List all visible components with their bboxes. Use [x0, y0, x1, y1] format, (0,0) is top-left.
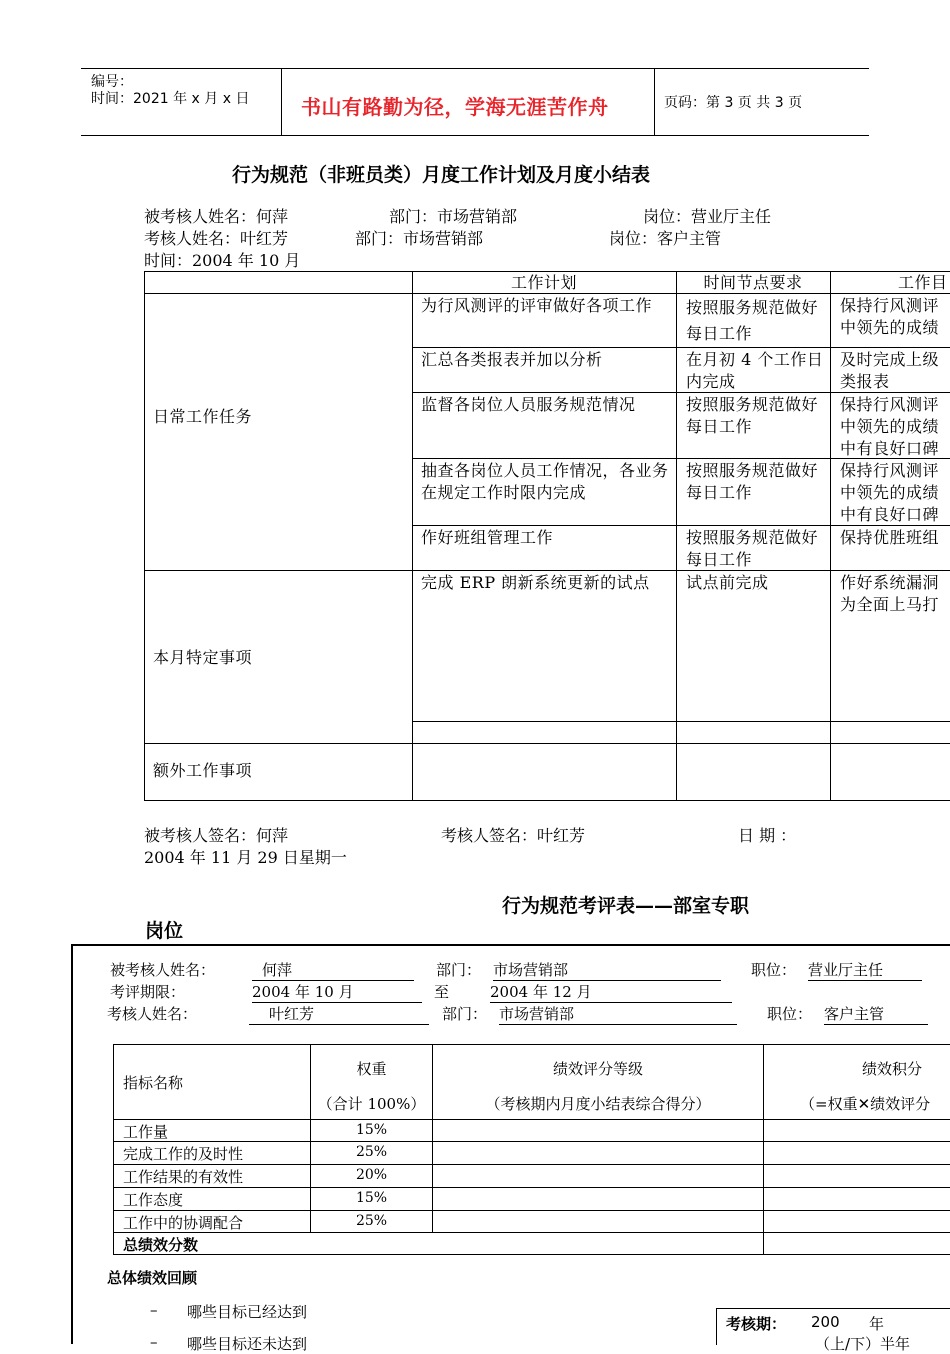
examinee-name: 何萍 — [252, 959, 414, 981]
plan-cell: 抽查各岗位人员工作情况，各业务在规定工作时限内完成 — [421, 461, 669, 502]
goal-cell: 保持行风测评中领先的成绩中有良好口碑 — [840, 395, 940, 457]
header-score: 绩效积分 — [862, 1060, 923, 1078]
section-special: 本月特定事项 — [153, 648, 253, 667]
total-score-label: 总绩效分数 — [123, 1236, 199, 1254]
signature-date: 2004 年 11 月 29 日星期一 — [144, 848, 347, 867]
header-time: 时间：2021 年 x 月 x 日 — [91, 91, 250, 107]
signature-date-label: 日 期 ： — [738, 826, 797, 845]
col-header-time: 时间节点要求 — [703, 273, 803, 292]
header-score-sub: （=权重✕绩效评分 — [800, 1095, 931, 1113]
plan-cell: 汇总各类报表并加以分析 — [421, 350, 603, 369]
period-box-label: 考核期： — [726, 1315, 787, 1333]
number-label: 编号： — [91, 74, 133, 90]
section-daily: 日常工作任务 — [153, 407, 253, 426]
review-dash: – — [150, 1301, 158, 1319]
form1-title: 行为规范（非班员类）月度工作计划及月度小结表 — [232, 164, 651, 186]
examinee-signature: 被考核人签名：何萍 — [144, 826, 289, 845]
page-info: 页码：第 3 页 共 3 页 — [664, 95, 803, 111]
plan-cell: 完成 ERP 朗新系统更新的试点 — [421, 573, 650, 592]
examinee-label: 被考核人姓名： — [110, 961, 216, 979]
review-item: 哪些目标已经达到 — [187, 1303, 308, 1321]
period-box-year: 200 — [811, 1313, 840, 1331]
indicator-weight: 25% — [355, 1144, 388, 1160]
header-page-cell — [654, 69, 869, 135]
form2-title: 行为规范考评表——部室专职 — [502, 895, 750, 917]
examiner-position: 客户主管 — [824, 1003, 928, 1025]
period-to-label: 至 — [434, 983, 450, 1001]
indicator-name: 工作中的协调配合 — [123, 1214, 244, 1232]
examiner-dept: 市场营销部 — [499, 1003, 737, 1025]
time-cell: 按照服务规范做好每日工作 — [686, 461, 819, 502]
form1-examinee-position: 岗位：营业厅主任 — [643, 207, 772, 226]
col-header-goal: 工作目 — [898, 273, 948, 292]
form1-examiner: 考核人姓名：叶红芳 — [144, 229, 289, 248]
motto-text: 书山有路勤为径，学海无涯苦作舟 — [301, 95, 609, 119]
time-cell: 按照服务规范做好每日工作 — [686, 528, 819, 569]
header-grade: 绩效评分等级 — [552, 1060, 643, 1078]
plan-cell: 为行风测评的评审做好各项工作 — [421, 296, 653, 315]
form2-title-cont: 岗位 — [145, 920, 184, 942]
position-label: 职位： — [751, 961, 797, 979]
form1-examiner-dept: 部门：市场营销部 — [355, 229, 484, 248]
page-header — [81, 68, 869, 136]
header-weight: 权重 — [356, 1060, 387, 1078]
goal-cell: 保持优胜班组 — [840, 528, 940, 547]
goal-cell: 保持行风测评中领先的成绩中有良好口碑 — [840, 461, 940, 524]
examiner-label: 考核人姓名： — [107, 1005, 198, 1023]
indicator-weight: 15% — [355, 1122, 388, 1138]
indicator-name: 工作结果的有效性 — [123, 1168, 244, 1186]
header-weight-sub: （合计 100%） — [317, 1095, 426, 1113]
indicator-weight: 25% — [355, 1213, 388, 1229]
indicator-name: 工作态度 — [123, 1191, 184, 1209]
time-cell: 试点前完成 — [686, 573, 769, 592]
time-cell: 按照服务规范做好每日工作 — [686, 298, 819, 343]
examiner-name: 叶红芳 — [249, 1003, 429, 1025]
time-cell: 在月初 4 个工作日内完成 — [686, 350, 824, 391]
indicator-name: 完成工作的及时性 — [123, 1145, 244, 1163]
period-label: 考评期限： — [110, 983, 186, 1001]
header-meta-cell — [81, 69, 282, 135]
indicator-weight: 20% — [355, 1167, 388, 1183]
dept-value: 市场营销部 — [493, 959, 721, 981]
review-dash: – — [150, 1333, 158, 1351]
indicator-weight: 15% — [355, 1190, 388, 1206]
period-box-half: （上/下）半年 — [815, 1335, 911, 1353]
goal-cell: 保持行风测评中领先的成绩 — [840, 296, 940, 337]
form1-time: 时间：2004 年 10 月 — [144, 251, 301, 270]
dept-label: 部门： — [436, 961, 482, 979]
form1-examiner-position: 岗位：客户主管 — [609, 229, 722, 248]
period-to: 2004 年 12 月 — [490, 981, 732, 1003]
form1-examinee: 被考核人姓名：何萍 — [144, 207, 289, 226]
header-grade-sub: （考核期内月度小结表综合得分） — [485, 1095, 711, 1113]
time-cell: 按照服务规范做好每日工作 — [686, 395, 819, 436]
section-extra: 额外工作事项 — [153, 761, 253, 780]
form1-examinee-dept: 部门：市场营销部 — [389, 207, 518, 226]
position-value: 营业厅主任 — [808, 959, 922, 981]
col-header-plan: 工作计划 — [510, 273, 577, 292]
examiner-dept-label: 部门： — [442, 1005, 488, 1023]
review-title: 总体绩效回顾 — [107, 1269, 198, 1287]
period-box-year-unit: 年 — [869, 1315, 885, 1333]
examiner-signature: 考核人签名：叶红芳 — [441, 826, 586, 845]
period-from: 2004 年 10 月 — [252, 981, 422, 1003]
plan-cell: 作好班组管理工作 — [421, 528, 554, 547]
plan-cell: 监督各岗位人员服务规范情况 — [421, 395, 636, 414]
period-box — [716, 1308, 950, 1353]
examiner-position-label: 职位： — [767, 1005, 813, 1023]
header-indicator: 指标名称 — [123, 1074, 184, 1092]
goal-cell: 作好系统漏洞为全面上马打 — [840, 573, 940, 614]
review-item: 哪些目标还未达到 — [187, 1335, 308, 1353]
goal-cell: 及时完成上级类报表 — [840, 350, 940, 391]
indicator-name: 工作量 — [123, 1123, 169, 1141]
header-motto-cell — [281, 69, 655, 135]
